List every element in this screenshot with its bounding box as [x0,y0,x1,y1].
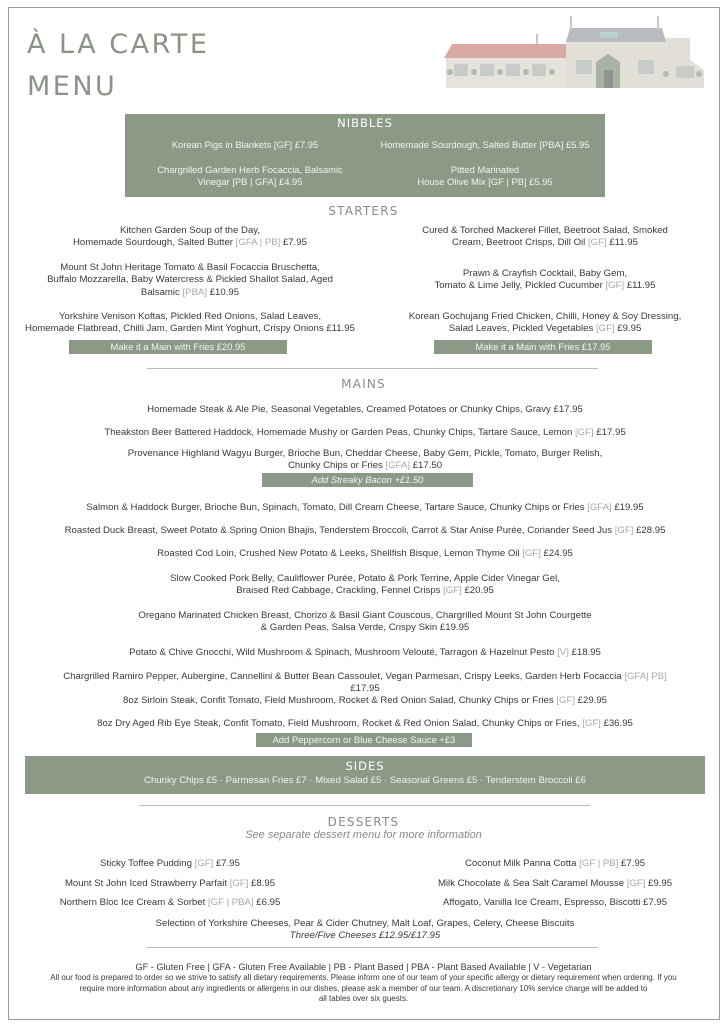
dietary-tag: [GF | PB] [579,858,619,869]
allergy-notice: All our food is prepared to order so we strive to satisfy all dietary requirements. Please inform one of our team of your specific allergy or dietary requirement when ordering. If you require more information about any ingredients or allergens in our dishes, please ask a member of our team. A discretionary 10% service charge will be added to all tables over six guests. [50,973,677,1003]
dietary-tag: [GF] [595,323,615,335]
dietary-tag: [V] [557,647,569,658]
main-item: Slow Cooked Pork Belly, Cauliflower Purée, Potato & Pork Terrine, Apple Cider Vinegar Gel, Braised Red Cabbage, Crackling, Fennel Crisps [GF] £20.95 [170,573,560,597]
starter-item: Cured & Torched Mackerel Fillet, Beetroot Salad, Smoked Cream, Beetroot Crisps, Dill Oil [GF] £11.95 [422,225,668,249]
dietary-tag: [GFA | PB] [235,237,281,249]
title-line-1: À LA CARTE [27,29,210,60]
starter-item: Yorkshire Venison Koftas, Pickled Red Onions, Salad Leaves, Homemade Flatbread, Chilli Jam, Garden Mint Yoghurt, Crispy Onions £11.95 [25,311,355,335]
dietary-tag: [GF] [443,585,462,597]
main-item: Roasted Duck Breast, Sweet Potato & Spring Onion Bhajis, Tenderstem Broccoli, Carrot & Star Anise Purée, Coriander Seed Jus [GF] £28.95 [64,525,666,536]
main-item: 8oz Sirloin Steak, Confit Tomato, Field Mushroom, Rocket & Red Onion Salad, Chunky Chips or Fries [GF] £29.95 [122,695,607,706]
page-title [27,24,209,108]
divider [147,947,598,948]
dietary-tag: [GF] [229,878,249,889]
main-item: Chargrilled Ramiro Pepper, Aubergine, Cannellini & Butter Bean Cassoulet, Vegan Parmesan, Crispy Leeks, Garden Herb Focaccia [GFA| PB] £17.95 [63,671,667,695]
dietary-tag: [GFA] [587,502,612,513]
dietary-tag: [GF] [556,695,575,706]
starter-item: Kitchen Garden Soup of the Day, Homemade Sourdough, Salted Butter [GFA | PB] £7.95 [73,225,307,249]
dessert-item: Affogato, Vanilla Ice Cream, Espresso, Biscotti £7.95 [442,897,668,908]
dessert-item: Coconut Milk Panna Cotta [GF | PB] £7.95 [464,858,646,869]
title-line-2: MENU [27,71,118,102]
starters-heading: STARTERS [328,204,399,218]
nibbles-item: Korean Pigs in Blankets [GF] £7.95 [171,139,319,150]
dietary-tag: [GF] [605,280,625,292]
dessert-item: Milk Chocolate & Sea Salt Caramel Mousse [GF] £9.95 [437,878,673,889]
dietary-tag: [GF] [575,427,594,438]
desserts-heading: DESSERTS [327,815,400,829]
nibbles-item: Chargrilled Garden Herb Focaccia, Balsamic Vinegar [PB | GFA] £4.95 [157,164,343,187]
dietary-tag: [GF] [582,718,601,729]
building-illustration-icon [444,16,706,92]
dessert-item: Mount St John Iced Strawberry Parfait [GF] £8.95 [64,878,276,889]
desserts-note: See separate dessert menu for more information [245,829,482,841]
divider [147,368,598,369]
main-item: Theakston Beer Battered Haddock, Homemade Mushy or Garden Peas, Chunky Chips, Tartare Sauce, Lemon [GF] £17.95 [104,427,626,438]
sides-heading: SIDES [345,759,385,773]
dietary-legend: GF - Gluten Free | GFA - Gluten Free Available | PB - Plant Based | PBA - Plant Based Available | V - Vegetarian [135,962,592,972]
add-sauce-badge: Add Peppercorn or Blue Cheese Sauce +£3 [256,733,472,747]
dietary-tag: [GF] [626,878,646,889]
sides-section [25,756,705,794]
dietary-tag: [GF] [194,858,214,869]
nibbles-item: Pitted Marinated House Olive Mix [GF | PB] £5.95 [417,164,553,187]
main-item: Oregano Marinated Chicken Breast, Chorizo & Basil Giant Couscous, Chargrilled Mount St John Courgette & Garden Peas, Salsa Verde, Crispy Skin £19.95 [138,610,592,634]
main-item: Roasted Cod Loin, Crushed New Potato & Leeks, Shellfish Bisque, Lemon Thyme Oil [GF] £24.95 [157,548,573,559]
nibbles-heading: NIBBLES [337,116,393,130]
nibbles-item: Homemade Sourdough, Salted Butter [PBA] £5.95 [380,139,590,150]
main-item: Salmon & Haddock Burger, Brioche Bun, Spinach, Tomato, Dill Cream Cheese, Tartare Sauce, Chunky Chips or Fries [GFA] £19.95 [86,502,644,513]
main-item: Homemade Steak & Ale Pie, Seasonal Vegetables, Creamed Potatoes or Chunky Chips, Gravy £17.95 [147,404,583,415]
dietary-tag: [GF] [614,525,634,536]
dessert-item: Sticky Toffee Pudding [GF] £7.95 [100,858,240,869]
starter-item: Korean Gochujang Fried Chicken, Chilli, Honey & Soy Dressing, Salad Leaves, Pickled Vegetables [GF] £9.95 [408,311,682,335]
nibbles-section [125,114,605,197]
starter-item: Prawn & Crayfish Cocktail, Baby Gem, Tomato & Lime Jelly, Pickled Cucumber [GF] £11.95 [434,268,656,292]
dietary-tag: [GFA| PB] [624,671,667,682]
dietary-tag: [GF] [522,548,541,559]
divider [139,805,590,806]
main-item: 8oz Dry Aged Rib Eye Steak, Confit Tomato, Field Mushroom, Rocket & Red Onion Salad, Chunky Chips or Fries, [GF] £36.95 [97,718,633,729]
starter-item: Mount St John Heritage Tomato & Basil Focaccia Bruschetta, Buffalo Mozzarella, Baby Watercress & Pickled Shallot Salad, Aged Balsamic [PBA] £10.95 [47,262,333,298]
make-it-main-badge-left: Make it a Main with Fries £20.95 [69,340,287,354]
dietary-tag: [GF | PBA] [207,897,254,908]
dietary-tag: [GF] [587,237,607,249]
sides-list: Chunky Chips £5 · Parmesan Fries £7 · Mixed Salad £5 · Seasonal Greens £5 · Tenderstem Broccoli £6 [144,775,586,786]
main-item: Provenance Highland Wagyu Burger, Brioche Bun, Cheddar Cheese, Baby Gem, Pickle, Tomato, Burger Relish, Chunky Chips or Fries [GFA] £17.50 [127,448,603,472]
mains-heading: MAINS [341,377,386,391]
dietary-tag: [GFA] [385,460,411,472]
add-bacon-badge: Add Streaky Bacon +£1.50 [262,473,473,487]
make-it-main-badge-right: Make it a Main with Fries £17.95 [434,340,652,354]
cheese-selection: Selection of Yorkshire Cheeses, Pear & Cider Chutney, Malt Loaf, Grapes, Celery, Cheese Biscuits Three/Five Cheeses £12.95/£17.95 [155,918,575,942]
dessert-item: Northern Bloc Ice Cream & Sorbet [GF | PBA] £6.95 [59,897,281,908]
main-item: Potato & Chive Gnocchi, Wild Mushroom & Spinach, Mushroom Velouté, Tarragon & Hazelnut Pesto [V] £18.95 [129,647,601,658]
dietary-tag: [PBA] [182,286,208,298]
